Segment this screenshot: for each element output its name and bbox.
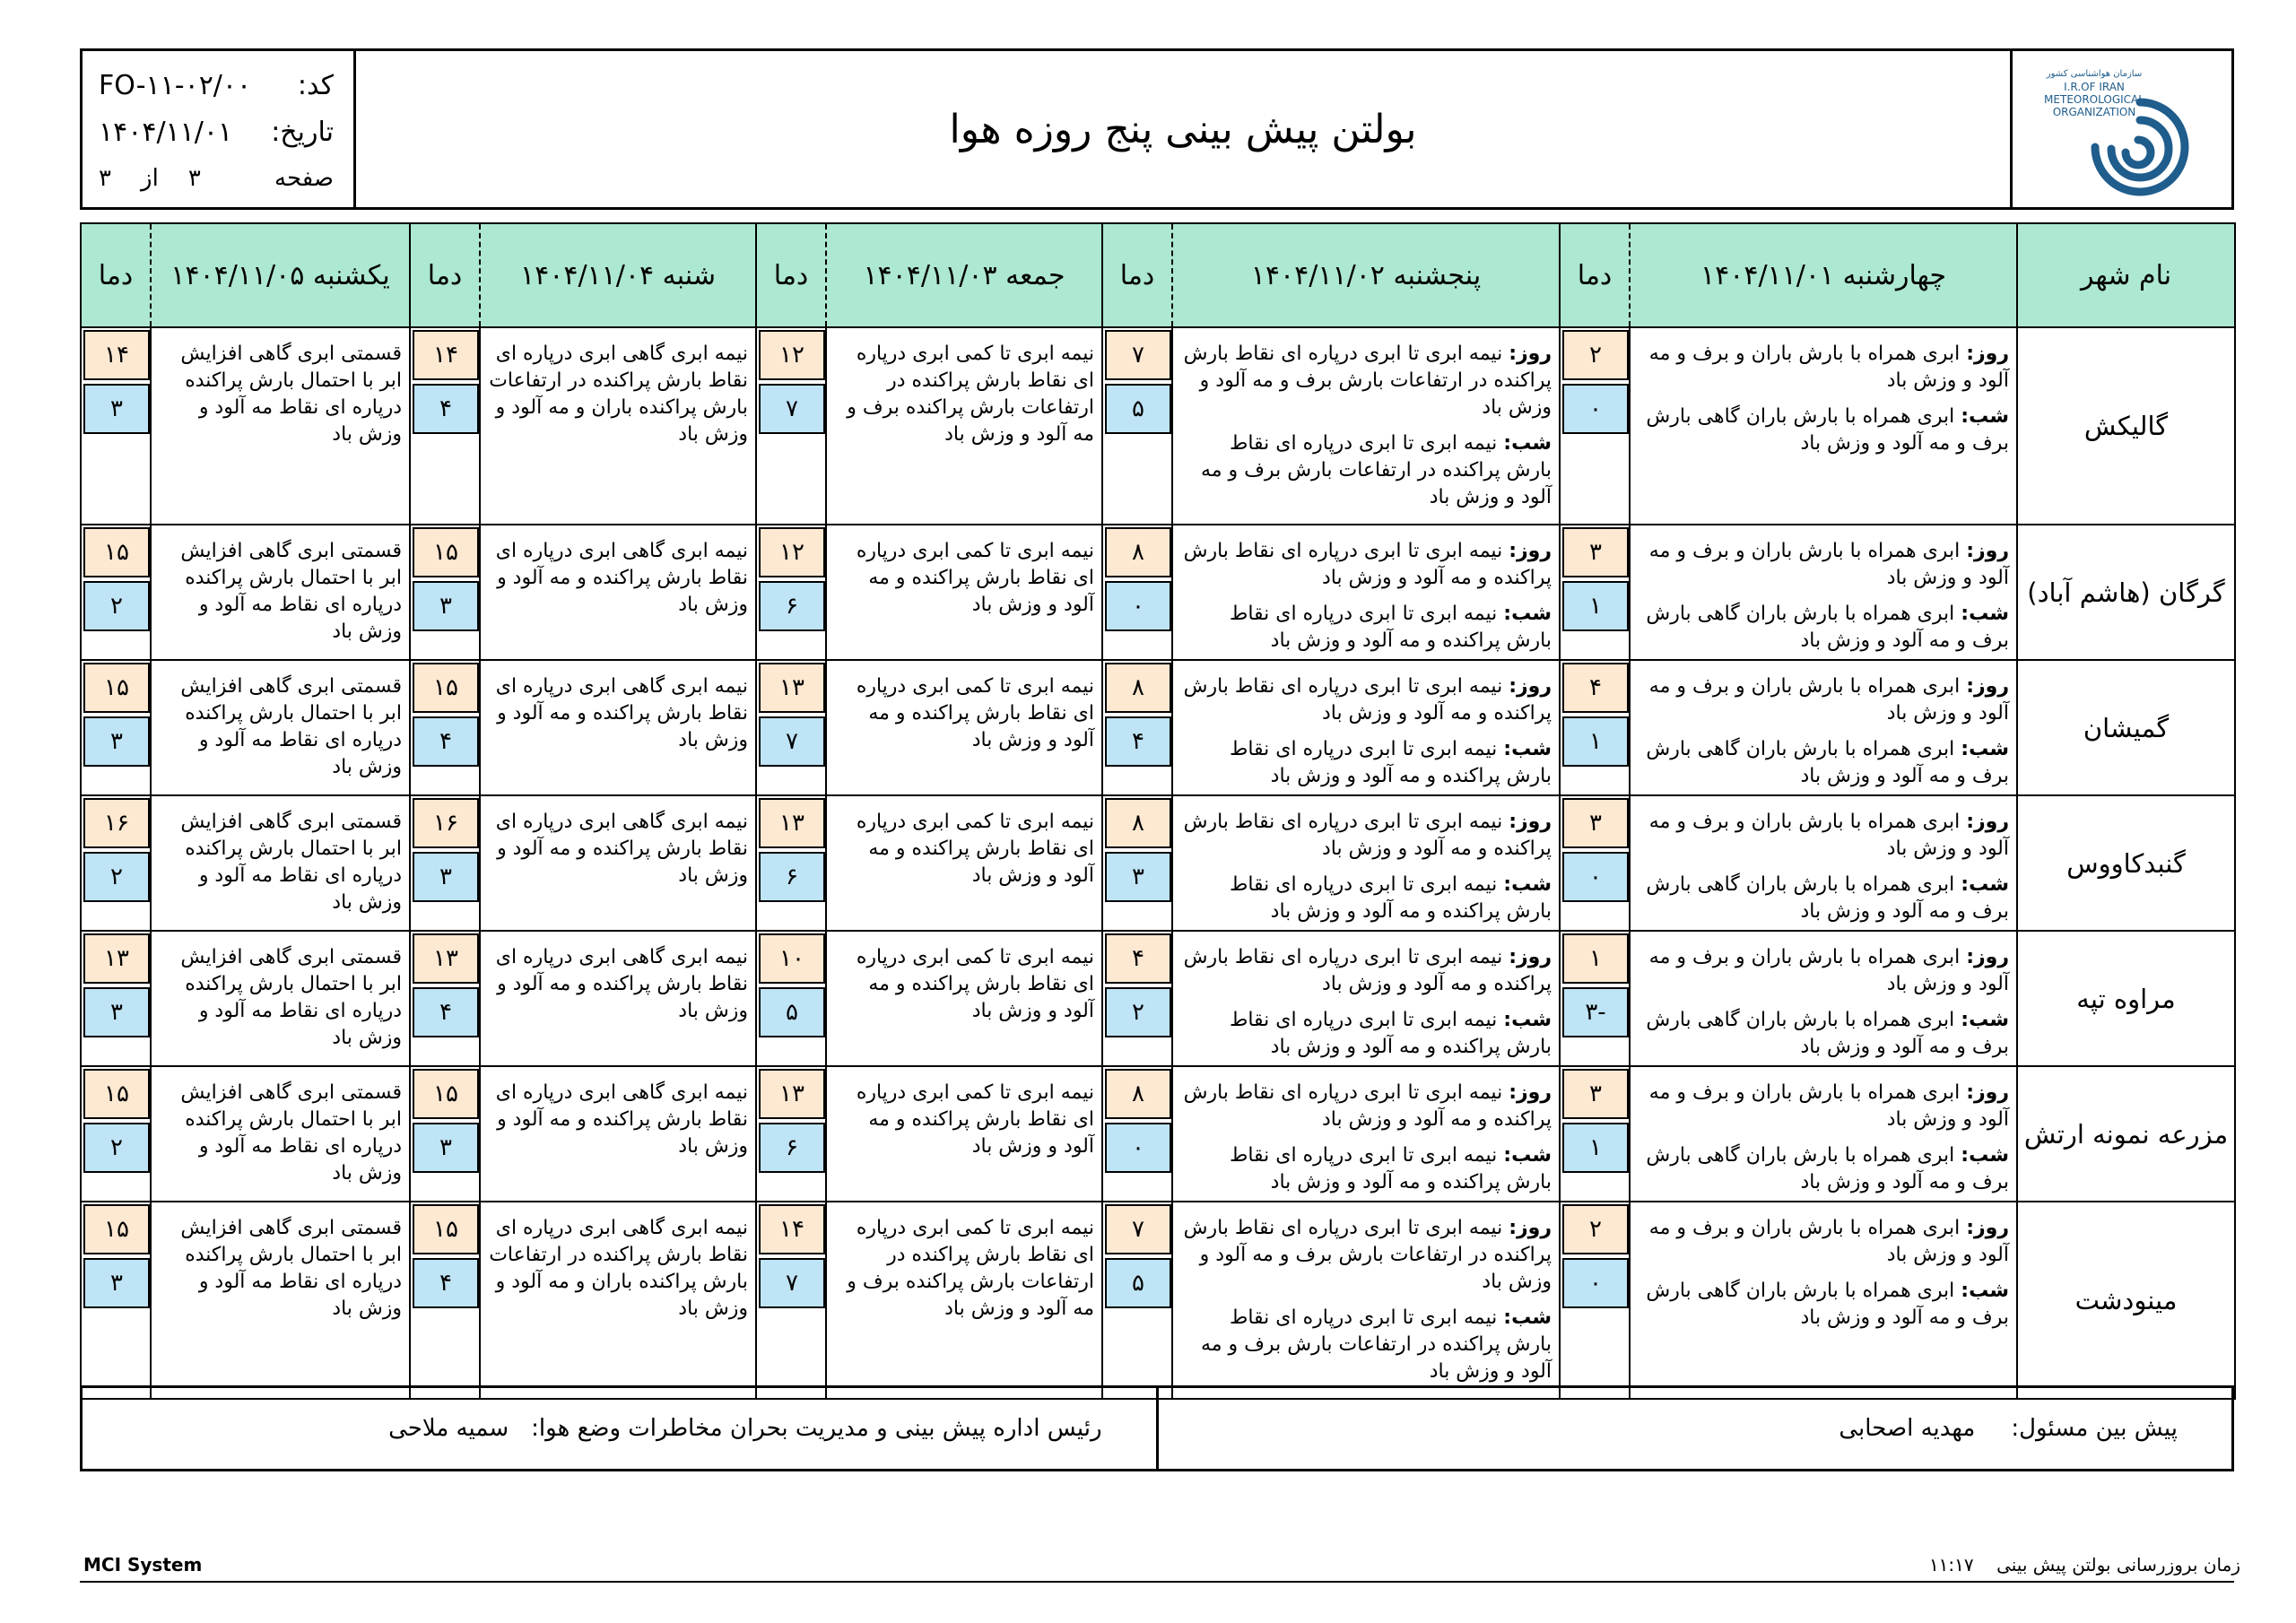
night-forecast: ابری همراه با بارش باران گاهی بارش برف و مه آلود و وزش باد (1646, 1280, 2009, 1329)
min-temp: ۵ (1105, 384, 1171, 434)
day-label: روز: (1509, 811, 1552, 833)
day-forecast: نیمه ابری تا ابری درپاره ای نقاط بارش پراکنده در ارتفاعات بارش برف و مه آلود و وزش باد (1183, 1217, 1552, 1293)
temp-column-header: دما (1102, 223, 1172, 327)
update-value: ۱۱:۱۷ (1928, 1554, 1974, 1575)
min-temp: ۶ (759, 852, 825, 902)
day-forecast: ابری همراه با بارش باران و برف و مه آلود و وزش باد (1648, 343, 2009, 392)
temp-cell (1102, 795, 1172, 931)
day-forecast: نیمه ابری تا ابری درپاره ای نقاط بارش پراکنده و مه آلود و وزش باد (1183, 675, 1552, 725)
forecast-day2 (1172, 931, 1560, 1066)
forecaster-cell (1159, 1388, 2232, 1469)
day-label: روز: (1966, 675, 2009, 698)
max-temp: ۸ (1105, 663, 1171, 713)
day-label: روز: (1966, 343, 2009, 365)
table-row (81, 795, 2235, 931)
day-label: روز: (1509, 343, 1552, 365)
forecast-day2 (1172, 795, 1560, 931)
max-temp: ۲ (1562, 330, 1629, 380)
day-label: روز: (1966, 1081, 2009, 1104)
night-forecast: ابری همراه با بارش باران گاهی بارش برف و مه آلود و وزش باد (1646, 873, 2009, 923)
night-forecast: ابری همراه با بارش باران گاهی بارش برف و مه آلود و وزش باد (1646, 405, 2009, 455)
day-column-header: یکشنبه ۱۴۰۴/۱۱/۰۵ (151, 223, 410, 327)
min-temp: ۳ (83, 384, 150, 434)
day-label: روز: (1509, 540, 1552, 562)
forecast-day1 (1630, 327, 2017, 525)
forecast-day1 (1630, 1066, 2017, 1202)
min-temp: ۰ (1105, 581, 1171, 631)
city-name: گمیشان (2017, 660, 2235, 795)
temp-column-header: دما (81, 223, 151, 327)
night-forecast: نیمه ابری تا ابری درپاره ای نقاط بارش پراکنده و مه آلود و وزش باد (1229, 738, 1552, 787)
forecast-day5: قسمتی ابری گاهی افزایش ابر با احتمال بارش پراکنده درپاره ای نقاط مه آلود و وزش باد (151, 525, 410, 660)
forecast-day5: قسمتی ابری گاهی افزایش ابر با احتمال بارش پراکنده درپاره ای نقاط مه آلود و وزش باد (151, 660, 410, 795)
night-forecast: ابری همراه با بارش باران گاهی بارش برف و مه آلود و وزش باد (1646, 1144, 2009, 1193)
document-meta (83, 51, 356, 207)
logo-text-en3: ORGANIZATION (2052, 106, 2136, 118)
max-temp: ۳ (1562, 1069, 1629, 1119)
night-forecast: نیمه ابری تا ابری درپاره ای نقاط بارش پراکنده در ارتفاعات بارش برف و مه آلود و وزش باد (1200, 1306, 1552, 1383)
temp-cell (81, 1066, 151, 1202)
logo-text-fa: سازمان هواشناسی کشور (2046, 69, 2143, 79)
day-forecast: ابری همراه با بارش باران و برف و مه آلود و وزش باد (1648, 811, 2009, 860)
day-forecast: نیمه ابری تا ابری درپاره ای نقاط بارش پراکنده و مه آلود و وزش باد (1183, 946, 1552, 995)
head-name: سمیه ملاحی (388, 1415, 509, 1442)
forecast-table (80, 222, 2236, 1400)
temp-cell (1560, 1066, 1630, 1202)
max-temp: ۱۳ (413, 933, 479, 984)
min-temp: ۷ (759, 716, 825, 767)
max-temp: ۱۵ (83, 527, 150, 577)
head-label: رئیس اداره پیش بینی و مدیریت بحران مخاطرات وضع هوا: (531, 1415, 1102, 1442)
forecast-day1 (1630, 795, 2017, 931)
night-label: شب: (1503, 1144, 1552, 1167)
temp-cell (1560, 795, 1630, 931)
temp-cell (756, 1066, 826, 1202)
max-temp: ۱۶ (413, 798, 479, 848)
night-label: شب: (1961, 1009, 2009, 1031)
day-label: روز: (1509, 675, 1552, 698)
min-temp: ۱ (1562, 716, 1629, 767)
forecast-day4: نیمه ابری گاهی ابری درپاره ای نقاط بارش پراکنده و مه آلود و وزش باد (480, 795, 756, 931)
night-forecast: ابری همراه با بارش باران گاهی بارش برف و مه آلود و وزش باد (1646, 603, 2009, 652)
day-column-header: چهارشنبه ۱۴۰۴/۱۱/۰۱ (1630, 223, 2017, 327)
min-temp: ۶ (759, 581, 825, 631)
system-name: MCI System (83, 1554, 203, 1575)
bottom-divider (80, 1581, 2234, 1583)
max-temp: ۱۲ (759, 527, 825, 577)
min-temp: ۳ (83, 1258, 150, 1308)
night-label: شب: (1961, 603, 2009, 625)
temp-cell (1560, 1202, 1630, 1399)
day-forecast: ابری همراه با بارش باران و برف و مه آلود و وزش باد (1648, 946, 2009, 995)
night-label: شب: (1961, 738, 2009, 760)
day-column-header: شنبه ۱۴۰۴/۱۱/۰۴ (480, 223, 756, 327)
max-temp: ۸ (1105, 1069, 1171, 1119)
temp-cell (756, 931, 826, 1066)
page-title: بولتن پیش بینی پنج روزه هوا (949, 106, 1417, 152)
forecast-day4: نیمه ابری گاهی ابری درپاره ای نقاط بارش پراکنده در ارتفاعات بارش پراکنده باران و مه آلود و وزش باد (480, 1202, 756, 1399)
forecaster-label: پیش بین مسئول: (2011, 1415, 2178, 1442)
temp-column-header: دما (1560, 223, 1630, 327)
table-header-row (81, 223, 2235, 327)
min-temp: -۳ (1562, 987, 1629, 1037)
table-row (81, 1066, 2235, 1202)
temp-cell (81, 931, 151, 1066)
temp-cell (756, 327, 826, 525)
night-label: شب: (1503, 1306, 1552, 1329)
temp-cell (81, 1202, 151, 1399)
night-label: شب: (1961, 405, 2009, 428)
night-label: شب: (1503, 1009, 1552, 1031)
min-temp: ۲ (83, 581, 150, 631)
temp-cell (410, 660, 480, 795)
day-forecast: نیمه ابری تا ابری درپاره ای نقاط بارش پراکنده در ارتفاعات بارش برف و مه آلود و وزش باد (1183, 343, 1552, 419)
max-temp: ۱۳ (759, 1069, 825, 1119)
update-label: زمان بروزرسانی بولتن پیش بینی (1996, 1554, 2240, 1575)
max-temp: ۱ (1562, 933, 1629, 984)
temp-cell (410, 1202, 480, 1399)
max-temp: ۷ (1105, 330, 1171, 380)
temp-column-header: دما (410, 223, 480, 327)
temp-cell (81, 327, 151, 525)
min-temp: ۴ (413, 716, 479, 767)
table-row (81, 525, 2235, 660)
night-label: شب: (1961, 1280, 2009, 1302)
day-forecast: نیمه ابری تا ابری درپاره ای نقاط بارش پراکنده و مه آلود و وزش باد (1183, 811, 1552, 860)
temp-cell (1102, 327, 1172, 525)
forecast-day2 (1172, 1066, 1560, 1202)
table-row (81, 931, 2235, 1066)
temp-cell (1560, 327, 1630, 525)
day-label: روز: (1509, 1081, 1552, 1104)
max-temp: ۸ (1105, 798, 1171, 848)
max-temp: ۱۴ (83, 330, 150, 380)
max-temp: ۱۵ (83, 663, 150, 713)
max-temp: ۱۵ (413, 527, 479, 577)
night-label: شب: (1503, 738, 1552, 760)
min-temp: ۷ (759, 1258, 825, 1308)
day-forecast: نیمه ابری تا ابری درپاره ای نقاط بارش پراکنده و مه آلود و وزش باد (1183, 1081, 1552, 1131)
day-forecast: نیمه ابری تا ابری درپاره ای نقاط بارش پراکنده و مه آلود و وزش باد (1183, 540, 1552, 589)
max-temp: ۱۵ (83, 1069, 150, 1119)
night-label: شب: (1961, 1144, 2009, 1167)
page-label: صفحه (274, 165, 334, 192)
temp-cell (81, 795, 151, 931)
day-label: روز: (1966, 811, 2009, 833)
min-temp: ۴ (1105, 716, 1171, 767)
table-row (81, 660, 2235, 795)
city-column-header: نام شهر (2017, 223, 2235, 327)
forecaster-name: مهدیه اصحابی (1839, 1415, 1976, 1442)
temp-cell (1560, 931, 1630, 1066)
max-temp: ۱۴ (413, 330, 479, 380)
forecast-day3: نیمه ابری تا کمی ابری درپاره ای نقاط بارش پراکنده در ارتفاعات بارش پراکنده برف و مه آلود و وزش باد (826, 1202, 1102, 1399)
date-value: ۱۴۰۴/۱۱/۰۱ (99, 116, 233, 148)
day-forecast: ابری همراه با بارش باران و برف و مه آلود و وزش باد (1648, 1081, 2009, 1131)
min-temp: ۷ (759, 384, 825, 434)
max-temp: ۲ (1562, 1204, 1629, 1254)
temp-cell (1560, 525, 1630, 660)
night-label: شب: (1961, 873, 2009, 896)
max-temp: ۱۵ (413, 663, 479, 713)
max-temp: ۱۵ (413, 1204, 479, 1254)
page-of: از (141, 165, 159, 192)
min-temp: ۳ (413, 852, 479, 902)
date-label: تاریخ: (271, 116, 334, 148)
city-name: گنبدکاووس (2017, 795, 2235, 931)
max-temp: ۱۰ (759, 933, 825, 984)
night-forecast: ابری همراه با بارش باران گاهی بارش برف و مه آلود و وزش باد (1646, 1009, 2009, 1058)
max-temp: ۱۴ (759, 1204, 825, 1254)
min-temp: ۳ (1105, 852, 1171, 902)
min-temp: ۴ (413, 1258, 479, 1308)
max-temp: ۳ (1562, 527, 1629, 577)
day-forecast: ابری همراه با بارش باران و برف و مه آلود و وزش باد (1648, 675, 2009, 725)
min-temp: ۵ (759, 987, 825, 1037)
signature-footer (80, 1385, 2234, 1471)
city-name: گالیکش (2017, 327, 2235, 525)
day-column-header: جمعه ۱۴۰۴/۱۱/۰۳ (826, 223, 1102, 327)
update-time (1929, 1554, 2240, 1575)
page-current: ۳ (187, 165, 201, 192)
max-temp: ۱۲ (759, 330, 825, 380)
night-label: شب: (1503, 432, 1552, 455)
temp-cell (410, 525, 480, 660)
forecast-day4: نیمه ابری گاهی ابری درپاره ای نقاط بارش پراکنده و مه آلود و وزش باد (480, 525, 756, 660)
min-temp: ۰ (1562, 384, 1629, 434)
forecast-day1 (1630, 931, 2017, 1066)
min-temp: ۲ (83, 1123, 150, 1173)
night-label: شب: (1503, 873, 1552, 896)
organization-logo (2010, 51, 2231, 207)
temp-cell (410, 795, 480, 931)
max-temp: ۴ (1562, 663, 1629, 713)
night-forecast: نیمه ابری تا ابری درپاره ای نقاط بارش پراکنده و مه آلود و وزش باد (1229, 1144, 1552, 1193)
min-temp: ۳ (83, 987, 150, 1037)
night-forecast: نیمه ابری تا ابری درپاره ای نقاط بارش پراکنده و مه آلود و وزش باد (1229, 603, 1552, 652)
night-forecast: نیمه ابری تا ابری درپاره ای نقاط بارش پراکنده در ارتفاعات بارش برف و مه آلود و وزش باد (1200, 432, 1552, 508)
temp-cell (410, 1066, 480, 1202)
forecast-day2 (1172, 660, 1560, 795)
min-temp: ۰ (1562, 1258, 1629, 1308)
day-label: روز: (1966, 540, 2009, 562)
max-temp: ۱۳ (83, 933, 150, 984)
max-temp: ۸ (1105, 527, 1171, 577)
max-temp: ۱۶ (83, 798, 150, 848)
min-temp: ۱ (1562, 1123, 1629, 1173)
night-label: شب: (1503, 603, 1552, 625)
night-forecast: ابری همراه با بارش باران گاهی بارش برف و مه آلود و وزش باد (1646, 738, 2009, 787)
temp-cell (410, 931, 480, 1066)
bulletin-header (80, 48, 2234, 210)
forecast-day5: قسمتی ابری گاهی افزایش ابر با احتمال بارش پراکنده درپاره ای نقاط مه آلود و وزش باد (151, 795, 410, 931)
code-value: FO-۱۱-۰۲/۰۰ (99, 69, 252, 101)
min-temp: ۰ (1105, 1123, 1171, 1173)
forecast-day3: نیمه ابری تا کمی ابری درپاره ای نقاط بارش پراکنده و مه آلود و وزش باد (826, 795, 1102, 931)
temp-cell (756, 795, 826, 931)
forecast-day1 (1630, 660, 2017, 795)
min-temp: ۰ (1562, 852, 1629, 902)
city-name: مینودشت (2017, 1202, 2235, 1399)
temp-column-header: دما (756, 223, 826, 327)
temp-cell (756, 525, 826, 660)
min-temp: ۲ (83, 852, 150, 902)
min-temp: ۵ (1105, 1258, 1171, 1308)
forecast-day5: قسمتی ابری گاهی افزایش ابر با احتمال بارش پراکنده درپاره ای نقاط مه آلود و وزش باد (151, 327, 410, 525)
max-temp: ۱۵ (413, 1069, 479, 1119)
day-column-header: پنجشنبه ۱۴۰۴/۱۱/۰۲ (1172, 223, 1560, 327)
temp-cell (1560, 660, 1630, 795)
temp-cell (1102, 931, 1172, 1066)
temp-cell (1102, 1202, 1172, 1399)
temp-cell (756, 660, 826, 795)
day-label: روز: (1966, 946, 2009, 968)
max-temp: ۴ (1105, 933, 1171, 984)
forecast-day3: نیمه ابری تا کمی ابری درپاره ای نقاط بارش پراکنده و مه آلود و وزش باد (826, 931, 1102, 1066)
min-temp: ۳ (83, 716, 150, 767)
max-temp: ۱۵ (83, 1204, 150, 1254)
code-label: کد: (297, 69, 334, 101)
table-row (81, 327, 2235, 525)
day-forecast: ابری همراه با بارش باران و برف و مه آلود و وزش باد (1648, 1217, 2009, 1266)
max-temp: ۷ (1105, 1204, 1171, 1254)
forecast-day4: نیمه ابری گاهی ابری درپاره ای نقاط بارش پراکنده و مه آلود و وزش باد (480, 931, 756, 1066)
min-temp: ۲ (1105, 987, 1171, 1037)
max-temp: ۱۳ (759, 663, 825, 713)
min-temp: ۳ (413, 1123, 479, 1173)
forecast-day3: نیمه ابری تا کمی ابری درپاره ای نقاط بارش پراکنده و مه آلود و وزش باد (826, 660, 1102, 795)
logo-text-en2: METEOROLOGICAL (2044, 93, 2144, 106)
min-temp: ۴ (413, 384, 479, 434)
page-total: ۳ (99, 165, 111, 192)
min-temp: ۳ (413, 581, 479, 631)
day-forecast: ابری همراه با بارش باران و برف و مه آلود و وزش باد (1648, 540, 2009, 589)
city-name: مراوه تپه (2017, 931, 2235, 1066)
forecast-day5: قسمتی ابری گاهی افزایش ابر با احتمال بارش پراکنده درپاره ای نقاط مه آلود و وزش باد (151, 1066, 410, 1202)
night-forecast: نیمه ابری تا ابری درپاره ای نقاط بارش پراکنده و مه آلود و وزش باد (1229, 873, 1552, 923)
forecast-day3: نیمه ابری تا کمی ابری درپاره ای نقاط بارش پراکنده و مه آلود و وزش باد (826, 1066, 1102, 1202)
min-temp: ۴ (413, 987, 479, 1037)
night-forecast: نیمه ابری تا ابری درپاره ای نقاط بارش پراکنده و مه آلود و وزش باد (1229, 1009, 1552, 1058)
forecast-day2 (1172, 525, 1560, 660)
forecast-day2 (1172, 327, 1560, 525)
logo-text-en1: I.R.OF IRAN (2064, 81, 2125, 93)
temp-cell (1102, 660, 1172, 795)
day-label: روز: (1509, 946, 1552, 968)
temp-cell (1102, 1066, 1172, 1202)
max-temp: ۳ (1562, 798, 1629, 848)
temp-cell (410, 327, 480, 525)
temp-cell (81, 660, 151, 795)
min-temp: ۶ (759, 1123, 825, 1173)
forecast-day4: نیمه ابری گاهی ابری درپاره ای نقاط بارش پراکنده و مه آلود و وزش باد (480, 1066, 756, 1202)
forecast-day5: قسمتی ابری گاهی افزایش ابر با احتمال بارش پراکنده درپاره ای نقاط مه آلود و وزش باد (151, 931, 410, 1066)
day-label: روز: (1509, 1217, 1552, 1239)
forecast-day5: قسمتی ابری گاهی افزایش ابر با احتمال بارش پراکنده درپاره ای نقاط مه آلود و وزش باد (151, 1202, 410, 1399)
city-name: مزرعه نمونه ارتش (2017, 1066, 2235, 1202)
forecast-day4: نیمه ابری گاهی ابری درپاره ای نقاط بارش پراکنده و مه آلود و وزش باد (480, 660, 756, 795)
forecast-day3: نیمه ابری تا کمی ابری درپاره ای نقاط بارش پراکنده در ارتفاعات بارش پراکنده برف و مه آلود و وزش باد (826, 327, 1102, 525)
forecast-day1 (1630, 1202, 2017, 1399)
head-cell (83, 1388, 1159, 1469)
day-label: روز: (1966, 1217, 2009, 1239)
temp-cell (81, 525, 151, 660)
temp-cell (756, 1202, 826, 1399)
min-temp: ۱ (1562, 581, 1629, 631)
max-temp: ۱۳ (759, 798, 825, 848)
forecast-day1 (1630, 525, 2017, 660)
city-name: گرگان (هاشم آباد) (2017, 525, 2235, 660)
forecast-day4: نیمه ابری گاهی ابری درپاره ای نقاط بارش پراکنده در ارتفاعات بارش پراکنده باران و مه آلود و وزش باد (480, 327, 756, 525)
forecast-day2 (1172, 1202, 1560, 1399)
table-row (81, 1202, 2235, 1399)
temp-cell (1102, 525, 1172, 660)
forecast-day3: نیمه ابری تا کمی ابری درپاره ای نقاط بارش پراکنده و مه آلود و وزش باد (826, 525, 1102, 660)
